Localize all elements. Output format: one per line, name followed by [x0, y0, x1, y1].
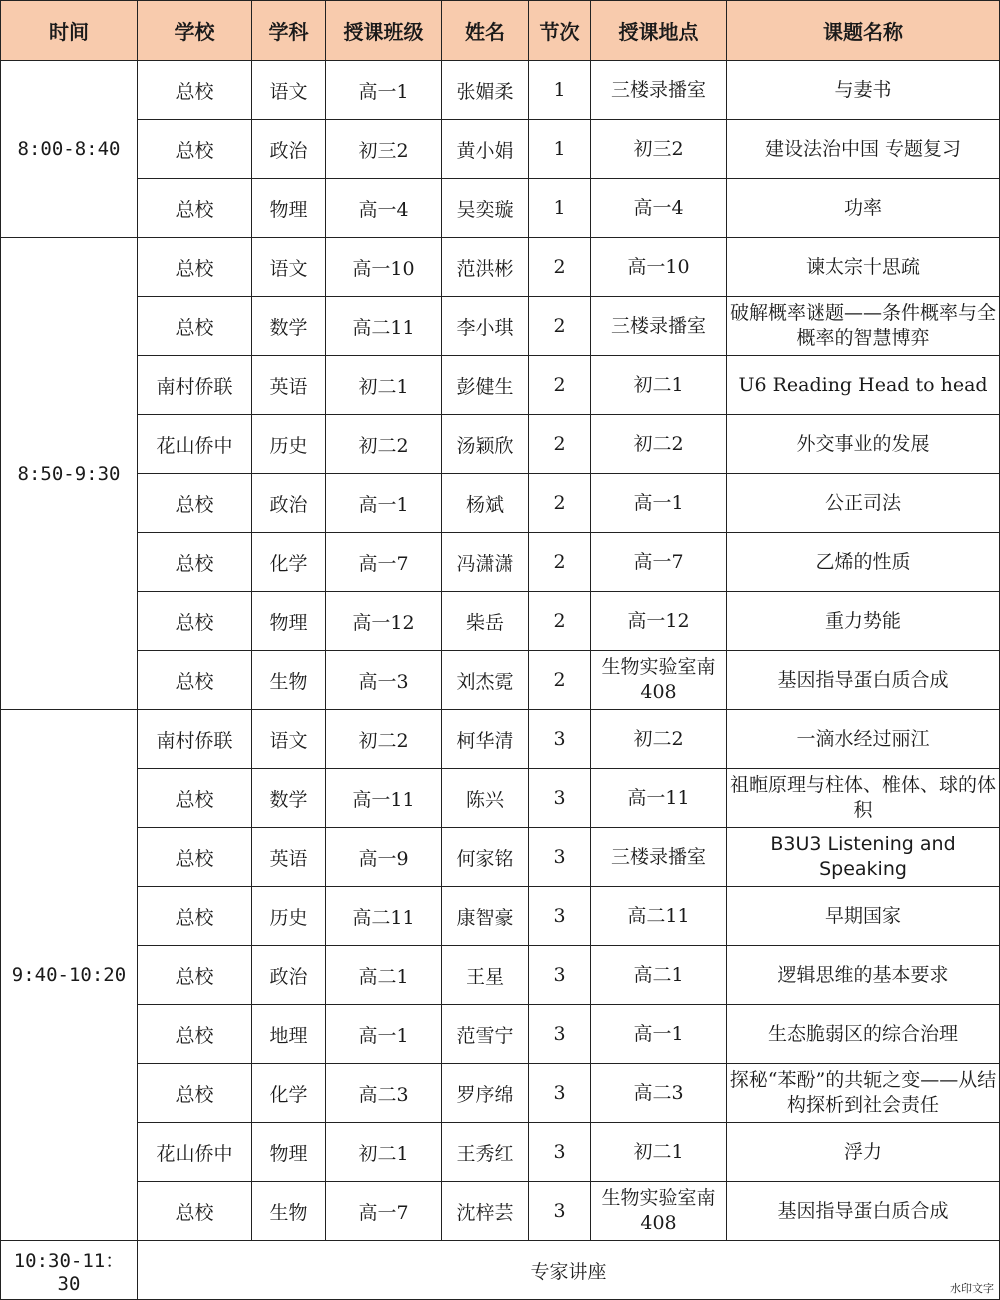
class-cell: 初三2 [326, 120, 442, 179]
teacher-name-cell: 杨斌 [442, 474, 529, 533]
topic-cell: 功率 [727, 179, 1000, 238]
subject-cell: 数学 [252, 769, 326, 828]
location-cell: 初三2 [591, 120, 727, 179]
school-cell: 总校 [138, 474, 252, 533]
table-row [1, 179, 1000, 238]
teacher-name-cell: 张媚柔 [442, 61, 529, 120]
topic-cell: 建设法治中国 专题复习 [727, 120, 1000, 179]
subject-cell: 地理 [252, 1005, 326, 1064]
teacher-name-cell: 黄小娟 [442, 120, 529, 179]
location-cell: 高一10 [591, 238, 727, 297]
topic-cell: 与妻书 [727, 61, 1000, 120]
header-school: 学校 [138, 1, 252, 61]
location-cell: 高一7 [591, 533, 727, 592]
subject-cell: 物理 [252, 592, 326, 651]
location-cell: 三楼录播室 [591, 61, 727, 120]
period-cell: 3 [529, 710, 591, 769]
subject-cell: 数学 [252, 297, 326, 356]
header-subject: 学科 [252, 1, 326, 61]
school-cell: 总校 [138, 887, 252, 946]
teacher-name-cell: 罗序绵 [442, 1064, 529, 1123]
class-cell: 高二11 [326, 297, 442, 356]
header-location: 授课地点 [591, 1, 727, 61]
location-cell: 高一12 [591, 592, 727, 651]
school-cell: 南村侨联 [138, 356, 252, 415]
subject-cell: 语文 [252, 238, 326, 297]
school-cell: 总校 [138, 179, 252, 238]
time-slot-cell: 8:50-9:30 [1, 238, 138, 710]
subject-cell: 历史 [252, 887, 326, 946]
table-row [1, 592, 1000, 651]
teacher-name-cell: 陈兴 [442, 769, 529, 828]
teacher-name-cell: 汤颖欣 [442, 415, 529, 474]
school-cell: 总校 [138, 120, 252, 179]
school-cell: 花山侨中 [138, 1123, 252, 1182]
location-cell: 三楼录播室 [591, 828, 727, 887]
teacher-name-cell: 王秀红 [442, 1123, 529, 1182]
subject-cell: 政治 [252, 946, 326, 1005]
header-class: 授课班级 [326, 1, 442, 61]
location-cell: 高一11 [591, 769, 727, 828]
teacher-name-cell: 康智豪 [442, 887, 529, 946]
time-slot-cell: 9:40-10:20 [1, 710, 138, 1241]
class-cell: 高二11 [326, 887, 442, 946]
topic-cell: 浮力 [727, 1123, 1000, 1182]
class-cell: 初二1 [326, 356, 442, 415]
teacher-name-cell: 王星 [442, 946, 529, 1005]
class-cell: 高一3 [326, 651, 442, 710]
table-row [1, 828, 1000, 887]
header-row [1, 1, 1000, 61]
teacher-name-cell: 李小琪 [442, 297, 529, 356]
subject-cell: 生物 [252, 651, 326, 710]
table-row [1, 769, 1000, 828]
school-cell: 总校 [138, 61, 252, 120]
teacher-name-cell: 范雪宁 [442, 1005, 529, 1064]
table-row [1, 297, 1000, 356]
table-row [1, 710, 1000, 769]
table-row [1, 474, 1000, 533]
location-cell: 初二2 [591, 710, 727, 769]
table-row [1, 120, 1000, 179]
teacher-name-cell: 彭健生 [442, 356, 529, 415]
subject-cell: 语文 [252, 710, 326, 769]
location-cell: 高一1 [591, 1005, 727, 1064]
period-cell: 2 [529, 592, 591, 651]
period-cell: 3 [529, 1005, 591, 1064]
location-cell: 高二11 [591, 887, 727, 946]
location-cell: 生物实验室南408 [591, 651, 727, 710]
school-cell: 总校 [138, 828, 252, 887]
topic-cell: 早期国家 [727, 887, 1000, 946]
time-slot-cell: 8:00-8:40 [1, 61, 138, 238]
school-cell: 总校 [138, 592, 252, 651]
location-cell: 三楼录播室 [591, 297, 727, 356]
header-time: 时间 [1, 1, 138, 61]
class-cell: 初二2 [326, 710, 442, 769]
table-row [1, 1005, 1000, 1064]
period-cell: 2 [529, 356, 591, 415]
school-cell: 总校 [138, 1064, 252, 1123]
teacher-name-cell: 沈梓芸 [442, 1182, 529, 1241]
location-cell: 高二1 [591, 946, 727, 1005]
class-cell: 高一10 [326, 238, 442, 297]
school-cell: 总校 [138, 533, 252, 592]
school-cell: 总校 [138, 297, 252, 356]
period-cell: 1 [529, 120, 591, 179]
period-cell: 3 [529, 1182, 591, 1241]
school-cell: 总校 [138, 1005, 252, 1064]
subject-cell: 英语 [252, 828, 326, 887]
topic-cell: 逻辑思维的基本要求 [727, 946, 1000, 1005]
period-cell: 3 [529, 769, 591, 828]
location-cell: 初二1 [591, 1123, 727, 1182]
table-row [1, 533, 1000, 592]
topic-cell: 基因指导蛋白质合成 [727, 1182, 1000, 1241]
teacher-name-cell: 何家铭 [442, 828, 529, 887]
subject-cell: 化学 [252, 533, 326, 592]
topic-cell: 生态脆弱区的综合治理 [727, 1005, 1000, 1064]
table-row [1, 1064, 1000, 1123]
class-cell: 初二1 [326, 1123, 442, 1182]
table-row [1, 415, 1000, 474]
period-cell: 3 [529, 828, 591, 887]
school-cell: 花山侨中 [138, 415, 252, 474]
class-cell: 高一9 [326, 828, 442, 887]
table-row [1, 238, 1000, 297]
period-cell: 2 [529, 533, 591, 592]
location-cell: 高二3 [591, 1064, 727, 1123]
period-cell: 2 [529, 238, 591, 297]
location-cell: 生物实验室南408 [591, 1182, 727, 1241]
table-row [1, 1123, 1000, 1182]
topic-cell: 破解概率谜题——条件概率与全概率的智慧博弈 [727, 297, 1000, 356]
location-cell: 初二2 [591, 415, 727, 474]
school-cell: 总校 [138, 946, 252, 1005]
header-topic: 课题名称 [727, 1, 1000, 61]
expert-lecture-cell: 专家讲座 [138, 1241, 1000, 1300]
class-cell: 高一4 [326, 179, 442, 238]
teacher-name-cell: 柯华清 [442, 710, 529, 769]
subject-cell: 政治 [252, 120, 326, 179]
period-cell: 3 [529, 946, 591, 1005]
period-cell: 1 [529, 61, 591, 120]
topic-cell: 乙烯的性质 [727, 533, 1000, 592]
teacher-name-cell: 范洪彬 [442, 238, 529, 297]
topic-cell: 外交事业的发展 [727, 415, 1000, 474]
teacher-name-cell: 吴奕璇 [442, 179, 529, 238]
subject-cell: 政治 [252, 474, 326, 533]
topic-cell: 探秘“苯酚”的共轭之变——从结构探析到社会责任 [727, 1064, 1000, 1123]
school-cell: 总校 [138, 1182, 252, 1241]
class-cell: 高一11 [326, 769, 442, 828]
table-row [1, 1241, 1000, 1300]
period-cell: 2 [529, 297, 591, 356]
class-cell: 高一12 [326, 592, 442, 651]
subject-cell: 物理 [252, 1123, 326, 1182]
subject-cell: 生物 [252, 1182, 326, 1241]
subject-cell: 英语 [252, 356, 326, 415]
time-slot-cell: 10:30-11：30 [1, 1241, 138, 1300]
teacher-name-cell: 柴岳 [442, 592, 529, 651]
period-cell: 3 [529, 887, 591, 946]
period-cell: 2 [529, 474, 591, 533]
topic-cell: 一滴水经过丽江 [727, 710, 1000, 769]
topic-cell: 公正司法 [727, 474, 1000, 533]
class-cell: 高一1 [326, 474, 442, 533]
school-cell: 南村侨联 [138, 710, 252, 769]
class-cell: 高二3 [326, 1064, 442, 1123]
table-row [1, 1182, 1000, 1241]
class-cell: 高二1 [326, 946, 442, 1005]
location-cell: 高一4 [591, 179, 727, 238]
class-cell: 初二2 [326, 415, 442, 474]
location-cell: 初二1 [591, 356, 727, 415]
subject-cell: 历史 [252, 415, 326, 474]
class-cell: 高一7 [326, 533, 442, 592]
teacher-name-cell: 冯潇潇 [442, 533, 529, 592]
header-name: 姓名 [442, 1, 529, 61]
subject-cell: 物理 [252, 179, 326, 238]
topic-cell: 重力势能 [727, 592, 1000, 651]
class-cell: 高一1 [326, 61, 442, 120]
table-body [1, 61, 1000, 1300]
subject-cell: 化学 [252, 1064, 326, 1123]
location-cell: 高一1 [591, 474, 727, 533]
teacher-name-cell: 刘杰霓 [442, 651, 529, 710]
period-cell: 2 [529, 415, 591, 474]
period-cell: 1 [529, 179, 591, 238]
table-row [1, 61, 1000, 120]
topic-cell: 祖暅原理与柱体、椎体、球的体积 [727, 769, 1000, 828]
table-row [1, 887, 1000, 946]
school-cell: 总校 [138, 651, 252, 710]
period-cell: 2 [529, 651, 591, 710]
topic-cell: 谏太宗十思疏 [727, 238, 1000, 297]
period-cell: 3 [529, 1064, 591, 1123]
table-row [1, 651, 1000, 710]
topic-cell: 基因指导蛋白质合成 [727, 651, 1000, 710]
class-cell: 高一1 [326, 1005, 442, 1064]
topic-cell: U6 Reading Head to head [727, 356, 1000, 415]
period-cell: 3 [529, 1123, 591, 1182]
header-period: 节次 [529, 1, 591, 61]
topic-cell: B3U3 Listening and Speaking [727, 828, 1000, 887]
table-row [1, 946, 1000, 1005]
subject-cell: 语文 [252, 61, 326, 120]
class-cell: 高一7 [326, 1182, 442, 1241]
school-cell: 总校 [138, 769, 252, 828]
watermark-text: 水印文字 [950, 1282, 994, 1295]
school-cell: 总校 [138, 238, 252, 297]
table-row [1, 356, 1000, 415]
